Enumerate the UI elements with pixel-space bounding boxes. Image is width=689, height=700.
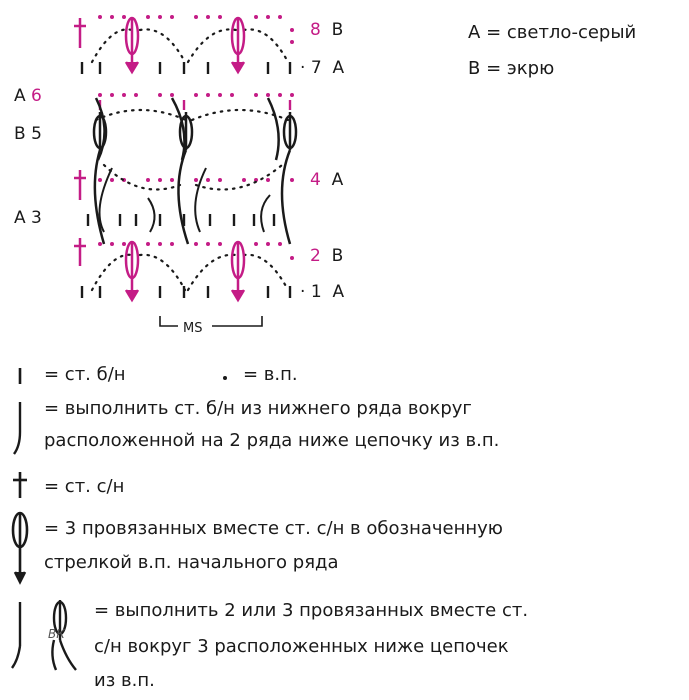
row3-label xyxy=(14,208,42,228)
row6-color: A xyxy=(14,86,26,106)
row6-pink-ticks xyxy=(100,100,290,110)
row5-color: B xyxy=(14,124,26,144)
legend-sc: = ст. б/н xyxy=(44,364,126,385)
row8-label xyxy=(310,20,343,40)
row4-color: A xyxy=(331,170,344,190)
row4-chain xyxy=(98,178,294,182)
color-key-a xyxy=(468,22,636,43)
row6-label xyxy=(14,86,42,106)
row6-chain xyxy=(98,93,294,97)
row8-color: B xyxy=(331,20,344,40)
around-icon xyxy=(12,600,76,670)
legend-ch: = в.п. xyxy=(243,364,298,385)
color-key-a-letter: A xyxy=(468,22,481,43)
row4-label xyxy=(310,170,343,190)
ch-icon xyxy=(223,376,227,380)
row5-num: 5 xyxy=(31,124,42,144)
row3-num: 3 xyxy=(31,208,42,228)
color-key-b-letter: B xyxy=(468,58,481,79)
row2-num: 2 xyxy=(310,246,321,266)
ms-bracket xyxy=(160,316,262,326)
dc-icon xyxy=(13,472,27,498)
row7-label: · 7 A xyxy=(300,58,345,78)
legend-dc: = ст. с/н xyxy=(44,476,125,497)
row4-num: 4 xyxy=(310,170,321,190)
legend-around-2: с/н вокруг 3 расположенных ниже цепочек xyxy=(94,636,509,657)
legend-cluster-2: стрелкой в.п. начального ряда xyxy=(44,552,339,573)
ms-label: MS xyxy=(183,321,203,336)
legend-cluster-1: = 3 провязанных вместе ст. с/н в обозначенную xyxy=(44,518,503,539)
row1-color: A xyxy=(332,282,345,302)
legend-around-3: из в.п. xyxy=(94,670,155,691)
row6-num: 6 xyxy=(31,86,42,106)
watermark-logo: ВК xyxy=(48,627,65,641)
color-key-b-text: = экрю xyxy=(486,58,555,79)
row3-color: A xyxy=(14,208,26,228)
row1-label: · 1 A xyxy=(300,282,345,302)
pink-dc-symbols xyxy=(74,18,86,266)
row5-label xyxy=(14,124,42,144)
row7-num: 7 xyxy=(310,58,322,78)
row7-color: A xyxy=(332,58,345,78)
legend-around-1: = выполнить 2 или 3 провязанных вместе ст. xyxy=(94,600,529,621)
row8-num: 8 xyxy=(310,20,321,40)
long-sc-icon xyxy=(14,402,20,454)
color-key-b xyxy=(468,58,554,79)
cluster-icon xyxy=(13,512,27,582)
black-clusters-row5 xyxy=(94,98,296,244)
row2-color: B xyxy=(331,246,344,266)
chain-arcs xyxy=(92,29,288,290)
row2-label xyxy=(310,246,343,266)
color-key-a-text: = светло-серый xyxy=(486,22,637,43)
legend-long-sc-1: = выполнить ст. б/н из нижнего ряда вокруг xyxy=(44,398,472,419)
pink-clusters xyxy=(126,18,244,300)
legend-long-sc-2: расположенной на 2 ряда ниже цепочку из в.п. xyxy=(44,430,500,451)
row1-num: 1 xyxy=(310,282,322,302)
